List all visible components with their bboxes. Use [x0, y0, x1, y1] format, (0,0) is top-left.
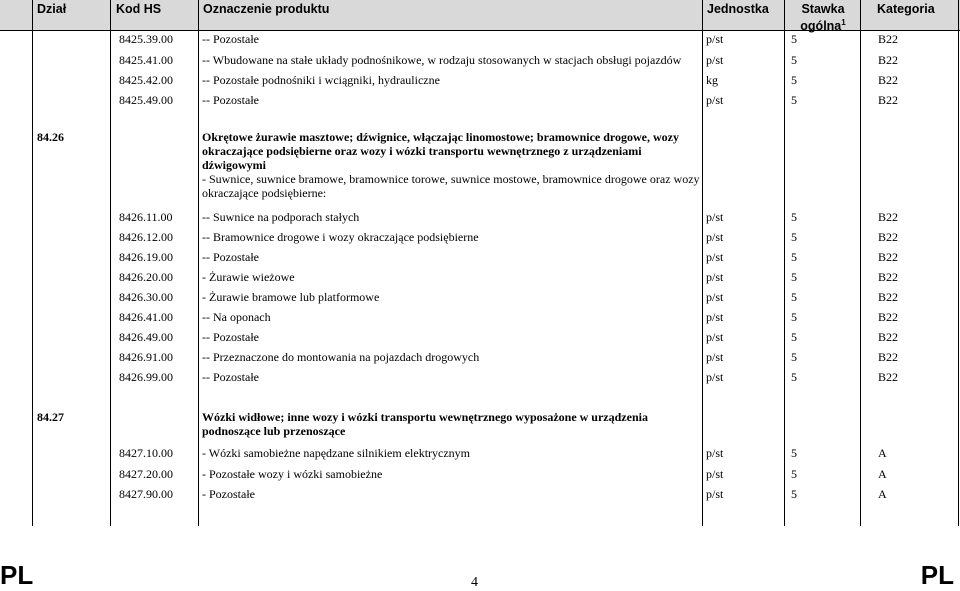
product-name: -- Pozostałe: [202, 32, 259, 46]
product-name: -- Pozostałe: [202, 250, 259, 264]
table-header: [0, 0, 960, 34]
page-number: 4: [471, 575, 478, 590]
product-name: -- Wbudowane na stałe układy podnośnikowe, w rodzaju stosowanych w stacjach obsługi pojazdów: [202, 53, 682, 67]
hs-code: 8426.91.00: [119, 350, 173, 364]
product-name: -- Suwnice na podporach stałych: [202, 210, 360, 224]
hs-code: 8426.99.00: [119, 370, 173, 384]
table-row: [0, 369, 960, 385]
unit: p/st: [706, 93, 724, 107]
heading-8427: [0, 410, 960, 440]
product-name: -- Przeznaczone do montowania na pojazdach drogowych: [202, 350, 480, 364]
table-row: [0, 269, 960, 285]
heading-code: 84.27: [37, 410, 64, 424]
hs-code: 8426.41.00: [119, 310, 173, 324]
header-oznaczenie: Oznaczenie produktu: [203, 2, 330, 16]
unit: p/st: [706, 310, 724, 324]
header-stawka: Stawka ogólna$^1$: [800, 2, 846, 34]
header-kod-hs: Kod HS: [116, 2, 162, 16]
rate: 5: [791, 93, 797, 107]
category: B22: [878, 73, 899, 87]
category: B22: [878, 370, 899, 384]
hs-code: 8426.30.00: [119, 290, 173, 304]
unit: p/st: [706, 487, 724, 501]
product-name: - Żurawie wieżowe: [202, 270, 295, 284]
category: B22: [878, 350, 899, 364]
hs-code: 8426.49.00: [119, 330, 173, 344]
table-row: [0, 31, 960, 47]
hs-code: 8425.49.00: [119, 93, 173, 107]
table-row: [0, 329, 960, 345]
hs-code: 8427.90.00: [119, 487, 173, 501]
product-name: -- Pozostałe: [202, 330, 259, 344]
product-name: - Pozostałe wozy i wózki samobieżne: [202, 467, 383, 481]
rate: 5: [791, 487, 797, 501]
heading-subtitle: - Suwnice, suwnice bramowe, bramownice torowe, suwnice mostowe, bramownice drogowe oraz wozy okraczające podsiębierne:: [202, 172, 700, 200]
product-name: -- Pozostałe podnośniki i wciągniki, hydrauliczne: [202, 73, 440, 87]
category: B22: [878, 53, 899, 67]
table-row: [0, 309, 960, 325]
table-row: [0, 486, 960, 502]
unit: p/st: [706, 250, 724, 264]
rate: 5: [791, 32, 797, 46]
heading-code: 84.26: [37, 130, 64, 144]
hs-code: 8426.11.00: [119, 210, 173, 224]
unit: p/st: [706, 210, 724, 224]
product-name: - Wózki samobieżne napędzane silnikiem elektrycznym: [202, 446, 471, 460]
unit: p/st: [706, 350, 724, 364]
category: A: [878, 487, 887, 501]
rate: 5: [791, 210, 797, 224]
heading-title: Wózki widłowe; inne wozy i wózki transportu wewnętrznego wyposażone w urządzenia podnoszące lub przenoszące: [202, 410, 648, 438]
product-name: -- Na oponach: [202, 310, 271, 324]
hs-code: 8425.42.00: [119, 73, 173, 87]
rate: 5: [791, 73, 797, 87]
rate: 5: [791, 370, 797, 384]
hs-code: 8427.20.00: [119, 467, 173, 481]
product-name: -- Pozostałe: [202, 370, 259, 384]
category: B22: [878, 290, 899, 304]
heading-8426: [0, 130, 960, 210]
unit: p/st: [706, 330, 724, 344]
table-row: [0, 445, 960, 461]
unit: p/st: [706, 467, 724, 481]
rate: 5: [791, 270, 797, 284]
rate: 5: [791, 350, 797, 364]
hs-code: 8426.20.00: [119, 270, 173, 284]
hs-code: 8425.41.00: [119, 53, 173, 67]
table-row: [0, 466, 960, 482]
header-kategoria: Kategoria: [877, 2, 935, 16]
product-name: -- Pozostałe: [202, 93, 259, 107]
table-row: [0, 349, 960, 365]
category: B22: [878, 210, 899, 224]
unit: p/st: [706, 446, 724, 460]
category: B22: [878, 93, 899, 107]
product-name: - Pozostałe: [202, 487, 255, 501]
rate: 5: [791, 310, 797, 324]
table-row: [0, 209, 960, 225]
rate: 5: [791, 230, 797, 244]
table-row: [0, 289, 960, 305]
product-name: -- Bramownice drogowe i wozy okraczające podsiębierne: [202, 230, 479, 244]
rate: 5: [791, 446, 797, 460]
rate: 5: [791, 290, 797, 304]
table-row: [0, 229, 960, 245]
header-dzial: Dział: [37, 2, 67, 16]
hs-code: 8426.19.00: [119, 250, 173, 264]
rate: 5: [791, 467, 797, 481]
hs-code: 8425.39.00: [119, 32, 173, 46]
product-name: - Żurawie bramowe lub platformowe: [202, 290, 380, 304]
heading-description: [202, 130, 702, 200]
category: B22: [878, 270, 899, 284]
footer-right-lang: PL: [920, 560, 954, 590]
unit: p/st: [706, 53, 724, 67]
unit: p/st: [706, 270, 724, 284]
table-row: [0, 92, 960, 108]
rate: 5: [791, 330, 797, 344]
table-row: [0, 52, 960, 68]
category: B22: [878, 250, 899, 264]
unit: p/st: [706, 370, 724, 384]
category: A: [878, 446, 887, 460]
unit: kg: [706, 73, 718, 87]
category: B22: [878, 230, 899, 244]
category: B22: [878, 310, 899, 324]
header-jednostka: Jednostka: [707, 2, 769, 16]
category: B22: [878, 32, 899, 46]
unit: p/st: [706, 230, 724, 244]
rate: 5: [791, 53, 797, 67]
hs-code: 8426.12.00: [119, 230, 173, 244]
table-row: [0, 249, 960, 265]
rate: 5: [791, 250, 797, 264]
category: A: [878, 467, 887, 481]
category: B22: [878, 330, 899, 344]
heading-description: [202, 410, 672, 438]
heading-title: Okrętowe żurawie masztowe; dźwignice, włączając linomostowe; bramownice drogowe, wozy okraczające podsiębierne oraz wozy i wózki transportu wewnętrznego z urządzeniami dźwigowymi: [202, 130, 679, 172]
footer-left-lang: PL: [0, 560, 34, 590]
unit: p/st: [706, 290, 724, 304]
table-row: [0, 72, 960, 88]
unit: p/st: [706, 32, 724, 46]
hs-code: 8427.10.00: [119, 446, 173, 460]
